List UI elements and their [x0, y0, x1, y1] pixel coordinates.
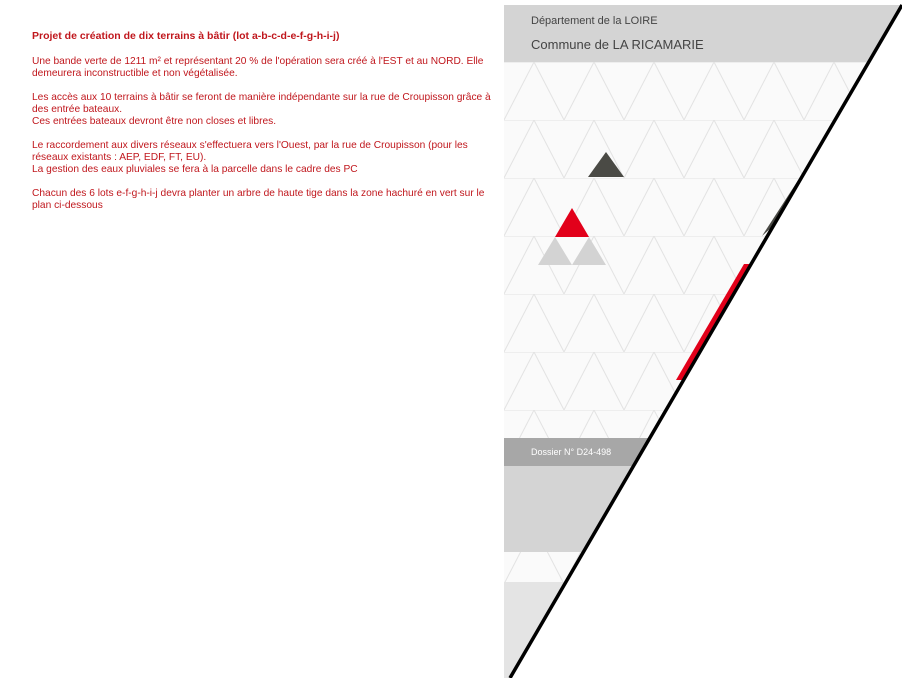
paragraph-access: Les accès aux 10 terrains à bâtir se feront de manière indépendante sur la rue de Croupisson grâce à des entrée bateaux. Ces entrées bateaux devront être non closes et libres.: [32, 92, 491, 127]
commune-label: Commune de LA RICAMARIE: [531, 37, 704, 52]
cover-page: [504, 0, 902, 678]
header-band: [504, 5, 902, 62]
project-title: Projet de création de dix terrains à bâtir (lot a-b-c-d-e-f-g-h-i-j): [32, 30, 340, 42]
department-label: Département de la LOIRE: [531, 15, 658, 27]
dossier-number: Dossier N° D24-498: [531, 447, 612, 457]
paragraph-green-strip: Une bande verte de 1211 m² et représentant 20 % de l'opération sera créé à l'EST et au NORD. Elle demeurera inconstructible et non végétalisée.: [32, 56, 484, 79]
project-text: [32, 30, 498, 224]
lower-band: [504, 466, 902, 552]
paragraph-networks: Le raccordement aux divers réseaux s'effectuera vers l'Ouest, par la rue de Croupisson (pour les réseaux existants : AEP, EDF, FT, EU). La gestion des eaux pluviales se fera à la parcelle dans le cadre des PC: [32, 140, 468, 175]
cover-graphic: [504, 0, 902, 678]
paragraph-trees: Chacun des 6 lots e-f-g-h-i-j devra planter un arbre de haute tige dans la zone hachuré en vert sur le plan ci-dessous: [32, 188, 485, 211]
